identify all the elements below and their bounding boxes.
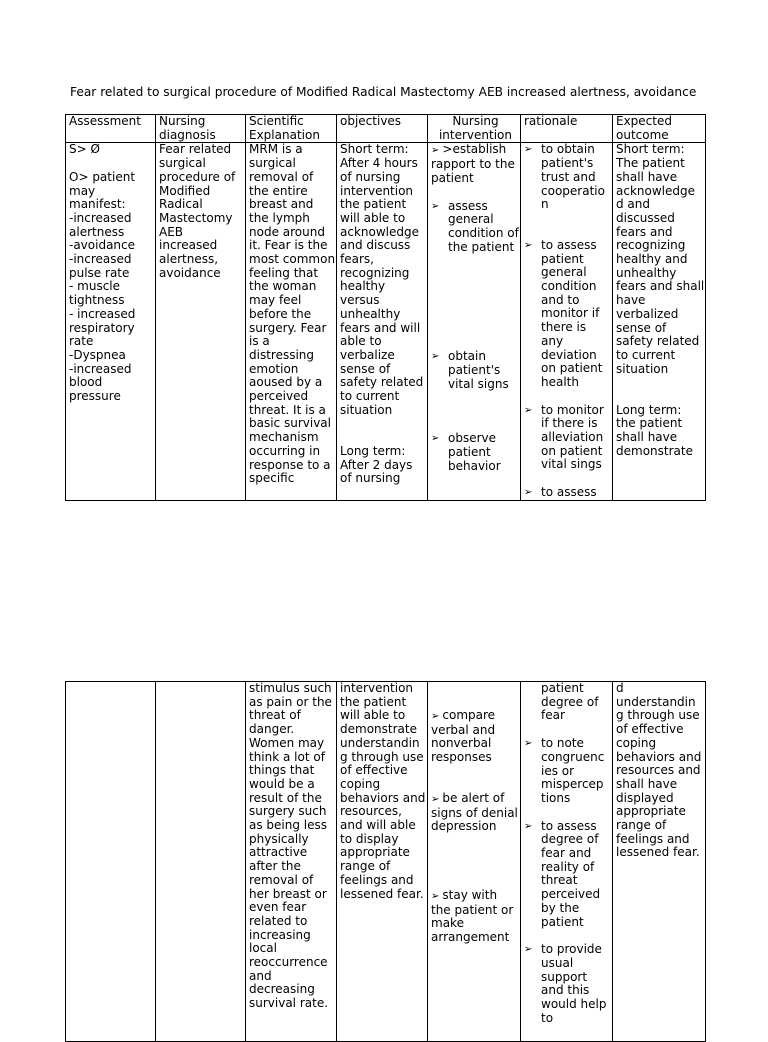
arrowhead-bullet-icon: ➢: [524, 404, 533, 416]
arrowhead-bullet-icon: ➢: [431, 433, 440, 445]
arrowhead-bullet-icon: ➢: [431, 351, 440, 363]
arrowhead-bullet-icon: ➢: [524, 239, 533, 251]
arrowhead-bullet-icon: ➢: [524, 144, 533, 156]
list-item: ➢ be alert of signs of denial depression: [431, 790, 518, 834]
arrowhead-bullet-icon: ➢: [431, 890, 440, 902]
assessment-cell-empty: [66, 682, 156, 1042]
rationale-list: [524, 143, 612, 499]
list-item: ➢ obtain patient's vital signs: [431, 349, 509, 391]
diagnosis-cell-empty: [156, 682, 246, 1042]
list-item: ➢ assess general condition of the patient: [431, 198, 519, 254]
list-item: ➢ to assess patient general condition and to monitor if there is any deviation on patient health: [524, 237, 603, 389]
explanation-cell: stimulus such as pain or the threat of danger. Women may think a lot of things that would be a result of the surgery such as being less physically attractive after the removal of her breast or even fear related to increasing local reoccurrence and decreasing survival rate.: [249, 681, 332, 1011]
header-expected-outcome: Expected outcome: [613, 115, 706, 143]
explanation-cell: MRM is a surgical removal of the entire breast and the lymph node around it. Fear is the most common feeling that the woman may feel before the surgery. Fear is a distressing emotion aoused by a perceived threat. It is a basic survival mechanism occurring in response to a specific: [249, 142, 336, 486]
list-item: ➢ to note congruenc ies or mispercep tions: [524, 736, 605, 805]
arrowhead-bullet-icon: ➢: [524, 487, 533, 499]
assessment-cell: S> Ø O> patient may manifest: -increased alertness -avoidance -increased pulse rate - muscle tightness - increased respiratory rate -Dyspnea -increased blood pressure: [69, 142, 136, 404]
header-assessment: Assessment: [66, 115, 156, 143]
page-title: Fear related to surgical procedure of Modified Radical Mastectomy AEB increased alertness, avoidance: [70, 85, 697, 99]
diagnosis-cell: Fear related surgical procedure of Modified Radical Mastectomy AEB increased alertness, avoidance: [159, 142, 236, 280]
header-rationale: rationale: [521, 115, 613, 143]
header-nursing-diagnosis: Nursing diagnosis: [156, 115, 246, 143]
arrowhead-bullet-icon: ➢: [524, 944, 533, 956]
list-item: ➢ to assess: [524, 485, 597, 500]
arrowhead-bullet-icon: ➢: [524, 738, 533, 750]
list-item: ➢ observe patient behavior: [431, 431, 501, 473]
header-nursing-intervention: Nursing intervention: [428, 115, 521, 143]
list-item: ➢ to assess degree of fear and reality of threat perceived by the patient: [524, 818, 601, 929]
intervention-list: [431, 682, 520, 945]
list-item: ➢ to monitor if there is alleviation on patient vital sings: [524, 402, 604, 472]
arrowhead-bullet-icon: ➢: [431, 145, 440, 157]
intervention-list: [431, 143, 520, 473]
arrowhead-bullet-icon: ➢: [431, 793, 440, 805]
rationale-list: [524, 682, 612, 1025]
list-item: ➢ to obtain patient's trust and cooperatio n: [524, 142, 605, 212]
list-item: ➢ >establish rapport to the patient: [431, 142, 515, 185]
list-item: ➢ to provide usual support and this would help to: [524, 942, 607, 1025]
arrowhead-bullet-icon: ➢: [431, 711, 440, 722]
care-plan-table-page-2: [65, 681, 706, 1042]
objectives-cell: Short term: After 4 hours of nursing intervention the patient will able to acknowledge and discuss fears, recognizing healthy versus unhealthy fears and will able to verbalize sense of safety related to current situation Long term: After 2 days of nursing: [340, 142, 424, 486]
arrowhead-bullet-icon: ➢: [524, 820, 533, 832]
list-item: ➢ stay with the patient or make arrangement: [431, 887, 514, 945]
header-scientific-explanation: Scientific Explanation: [246, 115, 337, 143]
objectives-cell: intervention the patient will able to demonstrate understandin g through use of effective coping behaviors and resources, and will able to display appropriate range of feelings and lessened fear.: [340, 681, 426, 901]
list-item: ➢ compare verbal and nonverbal responses: [431, 708, 496, 765]
arrowhead-bullet-icon: ➢: [431, 200, 440, 212]
header-objectives: objectives: [337, 115, 428, 143]
outcome-cell: Short term: The patient shall have acknowledge d and discussed fears and recognizing healthy and unhealthy fears and shall have verbalized sense of safety related to current situation Long term: the patient shall have demonstrate: [616, 142, 705, 458]
care-plan-table-page-1: [65, 114, 706, 501]
list-item: patient degree of fear: [541, 681, 599, 723]
outcome-cell: d understandin g through use of effective coping behaviors and resources and shall have displayed appropriate range of feelings and lessened fear.: [616, 681, 702, 860]
